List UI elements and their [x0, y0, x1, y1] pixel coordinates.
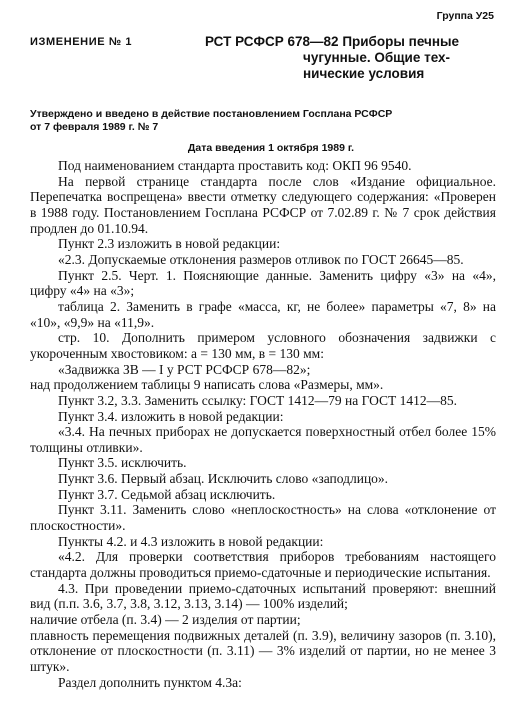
paragraph: Пункт 2.5. Черт. 1. Поясняющие данные. Заменить цифру «3» на «4», цифру «4» на «3»; [30, 267, 496, 299]
group-code: Группа У25 [436, 10, 494, 22]
paragraph: Пункт 3.5. исключить. [58, 455, 187, 471]
paragraph: Пункт 3.7. Седьмой абзац исключить. [58, 486, 276, 502]
standard-title [205, 34, 495, 82]
paragraph: Раздел дополнить пунктом 4.3а: [58, 674, 242, 690]
paragraph: Пункт 3.4. изложить в новой редакции: [58, 408, 284, 424]
standard-title-line: РСТ РСФСР 678—82 Приборы печные [205, 34, 460, 49]
paragraph: «Задвижка ЗВ — I у РСТ РСФСР 678—82»; [58, 361, 311, 377]
paragraph: «4.2. Для проверки соответствия приборов требованиям настоящего стандарта должны проводиться приемо-сдаточные и периодические испытания. [30, 549, 496, 581]
paragraph: плавность перемещения подвижных деталей (п. 3.9), величину зазоров (п. 3.10), отклонение от плоскостности (п. 3.11) — 3% изделий от партии, но не менее 3 штук». [30, 627, 496, 674]
paragraph: Под наименованием стандарта проставить код: ОКП 96 9540. [58, 158, 412, 173]
approval-note [30, 108, 500, 134]
approval-line: от 7 февраля 1989 г. № 7 [30, 121, 159, 133]
paragraph: «2.3. Допускаемые отклонения размеров отливок по ГОСТ 26645—85. [58, 251, 464, 267]
paragraph: над продолжением таблицы 9 написать слова «Размеры, мм». [30, 377, 384, 393]
standard-title-line: нические условия [303, 66, 425, 81]
paragraph: «3.4. На печных приборах не допускается поверхностный отбел более 15% толщины отливки». [30, 424, 496, 455]
document-body [30, 158, 496, 690]
paragraph: Пункт 3.2, 3.3. Заменить ссылку: ГОСТ 1412—79 на ГОСТ 1412—85. [58, 392, 458, 408]
effective-date: Дата введения 1 октября 1989 г. [187, 142, 355, 154]
paragraph: Пункт 2.3 изложить в новой редакции: [58, 236, 281, 252]
standard-title-line: чугунные. Общие тех- [303, 50, 451, 65]
paragraph: На первой странице стандарта после слов «Издание официальное. Перепечатка воспрещена» ввести отметку следующего содержания: «Проверен в 1988 году. Постановлением Госплана РСФСР от 7.02.89 г. № 7 срок действия продлен до 01.10.94. [30, 173, 496, 236]
paragraph: Пункт 3.11. Заменить слово «неплоскостность» на слова «отклонение от плоскостности». [30, 502, 496, 534]
paragraph: стр. 10. Дополнить примером условного обозначения задвижки с укороченным хвостовиком: a = 130 мм, в = 130 мм: [30, 330, 496, 361]
paragraph: 4.3. При проведении приемо-сдаточных испытаний проверяют: внешний вид (п.п. 3.6, 3.7, 3.8, 3.12, 3.13, 3.14) — 100% изделий; [30, 580, 496, 612]
change-number: ИЗМЕНЕНИЕ № 1 [30, 36, 133, 48]
paragraph: Пункт 3.6. Первый абзац. Исключить слово «заподлицо». [58, 471, 389, 487]
paragraph: наличие отбела (п. 3.4) — 2 изделия от партии; [30, 612, 301, 628]
approval-line: Утверждено и введено в действие постановлением Госплана РСФСР [30, 108, 393, 120]
paragraph: Пункты 4.2. и 4.3 изложить в новой редакции: [58, 533, 324, 549]
paragraph: таблица 2. Заменить в графе «масса, кг, не более» параметры «7, 8» на «10», «9,9» на «11,9». [30, 298, 496, 330]
